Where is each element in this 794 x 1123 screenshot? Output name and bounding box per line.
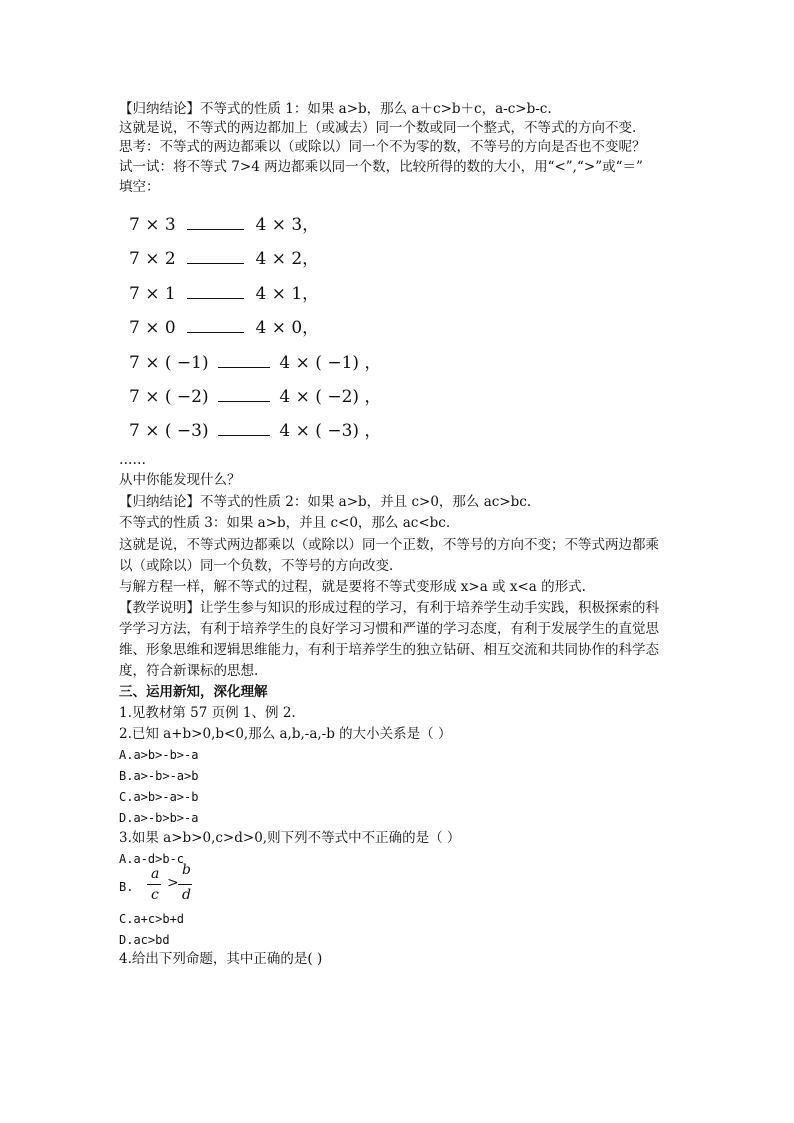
- option: D.ac>bd: [119, 933, 170, 947]
- question: 4.给出下列命题，其中正确的是( ): [119, 951, 323, 967]
- text-line: 学学习方法，有利于培养学生的良好学习习惯和严谨的学习态度，有利于发展学生的直觉思: [119, 621, 659, 637]
- expr-left: 7 × 0: [129, 318, 176, 338]
- expr-left: 7 × 3: [129, 215, 176, 235]
- answer-blank[interactable]: [187, 318, 244, 333]
- expr-left: 7 × ( −3): [129, 421, 209, 441]
- expression-row: [129, 421, 381, 441]
- expr-right: 4 × ( −2) ，: [279, 387, 382, 407]
- text-line: 这就是说，不等式的两边都加上（或减去）同一个数或同一个整式，不等式的方向不变.: [119, 120, 637, 136]
- fraction-numerator: b: [182, 862, 191, 878]
- text-line: 不等式的性质 3：如果 a>b，并且 c<0，那么 ac<bc.: [119, 515, 451, 531]
- option: C.a+c>b+d: [119, 912, 185, 926]
- answer-blank[interactable]: [187, 284, 244, 299]
- option: A.a>b>-b>-a: [119, 748, 199, 762]
- expr-right: 4 × ( −1) ，: [279, 353, 382, 373]
- expression-row: [129, 387, 381, 407]
- expression-row: [129, 353, 381, 373]
- expression-row: [129, 318, 319, 338]
- text-line: 填空：: [119, 179, 160, 195]
- fraction-bar: [178, 884, 192, 885]
- text-line: 试一试：将不等式 7>4 两边都乘以同一个数，比较所得的数的大小，用“<”,“>”或“＝”: [119, 159, 643, 175]
- expr-right: 4 × 0，: [255, 318, 320, 338]
- section-heading: 三、运用新知，深化理解: [119, 684, 268, 700]
- expr-left: 7 × ( −2): [129, 387, 209, 407]
- expr-right: 4 × 2，: [255, 249, 320, 269]
- option: D.a>-b>b>-a: [119, 811, 199, 825]
- expr-right: 4 × ( −3) ，: [279, 421, 382, 441]
- expr-left: 7 × 2: [129, 249, 176, 269]
- expr-right: 4 × 1，: [255, 284, 320, 304]
- answer-blank[interactable]: [218, 353, 270, 368]
- text-line: 这就是说，不等式两边都乘以（或除以）同一个正数，不等号的方向不变；不等式两边都乘: [119, 537, 659, 553]
- greater-than-sign: >: [167, 875, 179, 891]
- expression-row: [129, 215, 319, 235]
- option-b-label: B.: [119, 880, 134, 894]
- text-line: 维、形象思维和逻辑思维能力，有利于培养学生的独立钻研、相互交流和共同协作的科学态: [119, 642, 659, 658]
- question: 2.已知 a+b>0,b<0,那么 a,b,-a,-b 的大小关系是（ ）: [119, 726, 452, 742]
- text-line: 【教学说明】让学生参与知识的形成过程的学习，有利于培养学生动手实践，积极探索的科: [119, 600, 659, 616]
- option: A.a-d>b-c: [119, 852, 185, 866]
- answer-blank[interactable]: [187, 249, 244, 264]
- answer-blank[interactable]: [218, 421, 270, 436]
- text-line: 度，符合新课标的思想.: [119, 663, 259, 679]
- option: C.a>b>-a>-b: [119, 790, 199, 804]
- fraction-denominator: c: [151, 887, 159, 903]
- fraction-numerator: a: [151, 866, 160, 882]
- expression-row: [129, 249, 319, 269]
- expr-right: 4 × 3，: [255, 215, 320, 235]
- text-line: 思考：不等式的两边都乘以（或除以）同一个不为零的数，不等号的方向是否也不变呢？: [119, 139, 646, 155]
- answer-blank[interactable]: [187, 215, 244, 230]
- fraction-denominator: d: [182, 887, 191, 903]
- ellipsis: ……: [119, 452, 146, 468]
- text-line: 1.见教材第 57 页例 1、例 2.: [119, 705, 296, 721]
- question: 3.如果 a>b>0,c>d>0,则下列不等式中不正确的是（ ）: [119, 830, 461, 846]
- expression-row: [129, 284, 319, 304]
- text-line: 从中你能发现什么？: [119, 472, 241, 488]
- text-line: 以（或除以）同一个负数，不等号的方向改变.: [119, 558, 394, 574]
- text-line: 【归纳结论】不等式的性质 2：如果 a>b，并且 c>0，那么 ac>bc.: [119, 494, 532, 510]
- expr-left: 7 × ( −1): [129, 353, 209, 373]
- fraction-bar: [147, 884, 161, 885]
- answer-blank[interactable]: [218, 387, 270, 402]
- expr-left: 7 × 1: [129, 284, 176, 304]
- text-line: 与解方程一样，解不等式的过程，就是要将不等式变形成 x>a 或 x<a 的形式.: [119, 579, 586, 595]
- text-line: 【归纳结论】不等式的性质 1：如果 a>b，那么 a＋c>b＋c，a-c>b-c.: [119, 101, 552, 117]
- option: B.a>-b>-a>b: [119, 769, 199, 783]
